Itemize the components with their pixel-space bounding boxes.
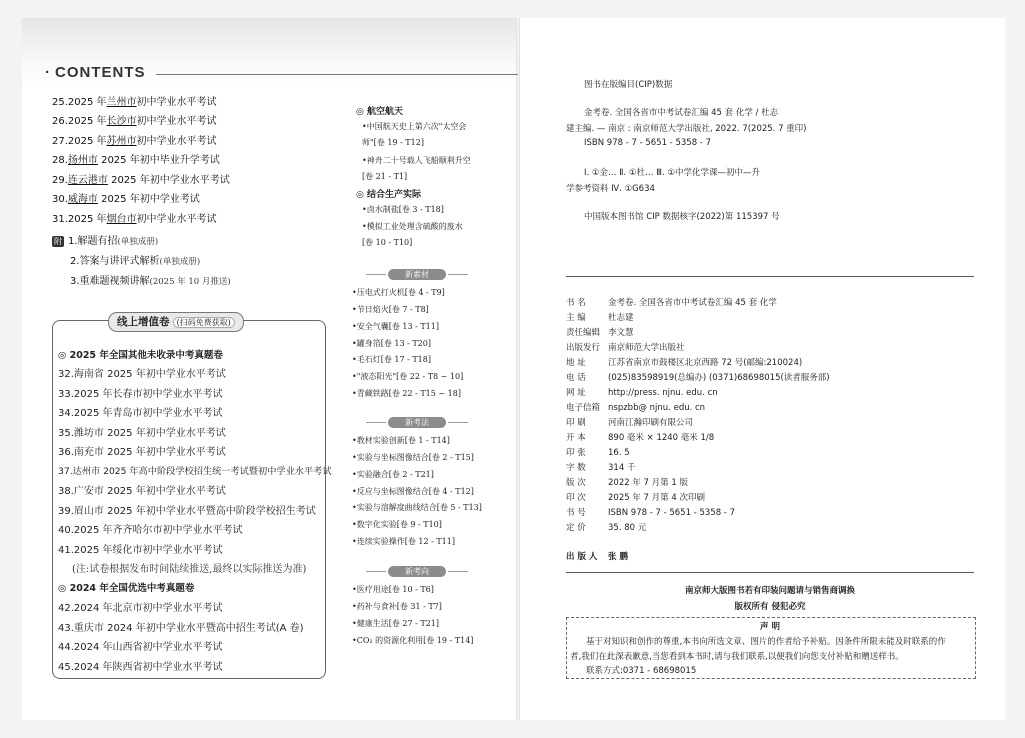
feature-item: •卤水制盐[卷 3 - T18] [362,205,444,214]
info-row: 印 刷 河南江瀚印刷有限公司 [566,418,694,428]
contents-title: · CONTENTS [45,64,146,81]
info-row: 定 价 35. 80 元 [566,523,647,533]
info-row: 书 名 金考卷. 全国各省市中考试卷汇编 45 套 化学 [566,298,777,308]
feature-item: [卷 10 - T10] [362,238,413,247]
info-row: 字 数 314 千 [566,463,636,473]
feature-item: •青藏铁路[卷 22 - T15 ~ 18] [352,389,461,398]
toc-item[interactable]: 30.威海市 2025 年初中学业考试 [52,194,200,205]
feature-item: •模拟工业处理含硫酸的废水 [362,222,463,231]
info-row: 网 址 http://press. njnu. edu. cn [566,388,718,398]
declaration-title: 声 明 [760,622,780,632]
feature-heading: ◎ 航空航天 [356,107,403,117]
declaration-line: 联系方式:0371 - 68698015 [586,666,697,676]
online-exam-title: 线上增值卷 (扫码免费获取) [108,312,244,332]
online-item[interactable]: 39.眉山市 2025 年初中学业水平暨高中阶段学校招生考试 [58,506,316,517]
section-pill-new-direction: 新考向 [388,566,446,577]
cip-line: 建主编. — 南京 : 南京师范大学出版社, 2022. 7(2025. 7 重印) [566,124,807,134]
feature-item: •罐身箔[卷 13 - T20] [352,339,431,348]
online-item[interactable]: 41.2025 年绥化市初中学业水平考试 [58,545,223,556]
cip-line: Ⅰ. ①金… Ⅱ. ①杜… Ⅲ. ①中学化学课—初中—升 [584,168,761,178]
feature-item: •教材实验创新[卷 1 - T14] [352,436,450,445]
declaration-line: 基于对知识和创作的尊重,本书向所选文章、图片的作者给予补贴。因条件所限未能及时联系的作 [586,637,946,647]
online-item[interactable]: 43.重庆市 2024 年初中学业水平暨高中招生考试(A 卷) [58,623,304,634]
info-row: 开 本 890 毫米 × 1240 毫米 1/8 [566,433,715,443]
feature-item: •实验与坐标图像结合[卷 2 - T15] [352,453,474,462]
online-item[interactable]: 40.2025 年齐齐哈尔市初中学业水平考试 [58,525,243,536]
online-item[interactable]: 35.潍坊市 2025 年初中学业水平考试 [58,428,226,439]
toc-item[interactable]: 28.扬州市 2025 年初中毕业升学考试 [52,155,220,166]
online-item[interactable]: 38.广安市 2025 年初中学业水平考试 [58,486,226,497]
section-pill-new-material: 新素材 [388,269,446,280]
feature-heading: ◎ 结合生产实际 [356,190,421,200]
feature-item: •节日焰火[卷 7 - T8] [352,305,429,314]
divider [566,572,974,573]
toc-item[interactable]: 26.2025 年长沙市初中学业水平考试 [52,116,217,127]
divider [566,276,974,277]
online-item[interactable]: 34.2025 年青岛市初中学业水平考试 [58,408,223,419]
contents-rule [156,74,518,75]
toc-item[interactable]: 27.2025 年苏州市初中学业水平考试 [52,136,217,147]
cip-line: 学参考资料 Ⅳ. ①G634 [566,184,655,194]
info-row: 印 张 16. 5 [566,448,630,458]
online-note: (注:试卷根据发布时间陆续推送,最终以实际推送为准) [72,564,307,575]
online-item[interactable]: 45.2024 年陕西省初中学业水平考试 [58,662,223,673]
cip-title: 图书在版编目(CIP)数据 [584,80,673,90]
info-row: 出版发行 南京师范大学出版社 [566,343,685,353]
publisher-row: 出 版 人 张 鹏 [566,552,628,562]
feature-item: •中国航天史上第六次"太空会 [362,122,467,131]
feature-item: •连续实验操作[卷 12 - T11] [352,537,455,546]
online-section-heading: ◎ 2025 年全国其他未收录中考真题卷 [58,350,223,361]
online-item[interactable]: 33.2025 年长春市初中学业水平考试 [58,389,223,400]
online-item[interactable]: 32.海南省 2025 年初中学业水平考试 [58,369,226,380]
notice-line: 版权所有 侵犯必究 [734,602,806,612]
appendix-item[interactable]: 附 1.解题有招(单独成册) [54,236,159,247]
book-spine [516,18,520,720]
feature-item: •实验与溶解度曲线结合[卷 5 - T13] [352,503,482,512]
feature-item: [卷 21 - T1] [362,172,408,181]
online-item[interactable]: 44.2024 年山西省初中学业水平考试 [58,642,223,653]
info-row: 书 号 ISBN 978 - 7 - 5651 - 5358 - 7 [566,508,735,518]
info-row: 主 编 杜志建 [566,313,634,323]
feature-item: •数字化实验[卷 9 - T10] [352,520,442,529]
feature-item: •压电式打火机[卷 4 - T9] [352,288,445,297]
info-row: 责任编辑 李文慧 [566,328,634,338]
appendix-item[interactable]: 3.重难题视频讲解(2025 年 10 月推送) [70,276,231,287]
info-row: 电子信箱 nspzbb@ njnu. edu. cn [566,403,706,413]
feature-item: •实验融合[卷 2 - T21] [352,470,434,479]
feature-item: •反应与坐标图像结合[卷 4 - T12] [352,487,474,496]
info-row: 版 次 2022 年 7 月第 1 版 [566,478,688,488]
feature-item: •毛石灯[卷 17 - T18] [352,355,431,364]
online-item[interactable]: 36.南充市 2025 年初中学业水平考试 [58,447,226,458]
feature-item: •健康生活[卷 27 - T21] [352,619,439,628]
cip-line: ISBN 978 - 7 - 5651 - 5358 - 7 [584,138,711,148]
online-item[interactable]: 37.达州市 2025 年高中阶段学校招生统一考试暨初中学业水平考试 [58,466,332,477]
feature-item: •神舟二十号载人飞船顺利升空 [362,156,471,165]
notice-line: 南京师大版图书若有印装问题请与销售商调换 [684,586,855,596]
feature-item: •CO₂ 的资源化利用[卷 19 - T14] [352,636,474,645]
info-row: 电 话 (025)83598919(总编办) (0371)68698015(读者服务部) [566,373,830,383]
section-pill-new-method: 新考法 [388,417,446,428]
cip-line: 金考卷. 全国各省市中考试卷汇编 45 套 化学 / 杜志 [584,108,779,118]
feature-item: 师"[卷 19 - T12] [362,138,424,147]
feature-item: •医疗用途[卷 10 - T6] [352,585,434,594]
toc-item[interactable]: 29.连云港市 2025 年初中学业水平考试 [52,175,230,186]
appendix-badge: 附 [54,237,62,246]
appendix-item[interactable]: 2.答案与讲评式解析(单独成册) [70,256,201,267]
online-section-heading: ◎ 2024 年全国优选中考真题卷 [58,583,195,594]
feature-item: •药补与食补[卷 31 - T7] [352,602,442,611]
cip-line: 中国版本图书馆 CIP 数据核字(2022)第 115397 号 [584,212,780,222]
feature-item: •"液态阳光"[卷 22 - T8 ~ 10] [352,372,464,381]
online-item[interactable]: 42.2024 年北京市初中学业水平考试 [58,603,223,614]
toc-item[interactable]: 31.2025 年烟台市初中学业水平考试 [52,214,217,225]
info-row: 印 次 2025 年 7 月第 4 次印刷 [566,493,705,503]
declaration-line: 者,我们在此深表歉意,当您看到本书时,请与我们联系,以便我们向您支付补贴和赠送样书。 [570,652,904,662]
toc-item[interactable]: 25.2025 年兰州市初中学业水平考试 [52,97,217,108]
feature-item: •安全气囊[卷 13 - T11] [352,322,439,331]
info-row: 地 址 江苏省南京市鼓楼区北京西路 72 号(邮编:210024) [566,358,803,368]
